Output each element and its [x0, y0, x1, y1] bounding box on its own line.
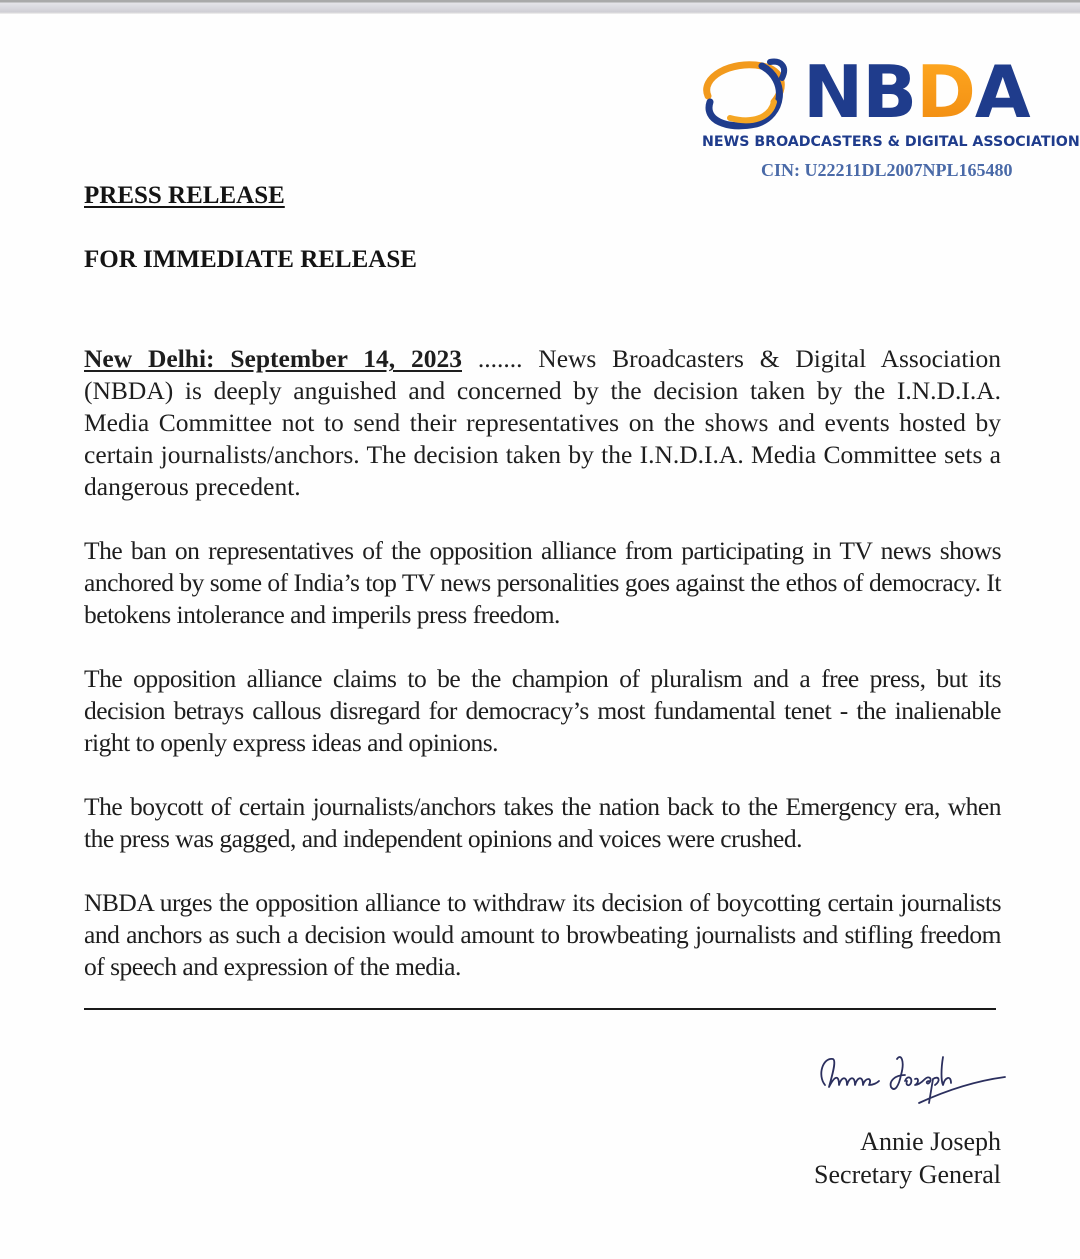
nbda-logo [700, 50, 1080, 188]
wordmark-nb: NB [803, 50, 917, 134]
paragraph-2: The ban on representatives of the opposition alliance from participating in TV news shows anchored by some of India’s top TV news personalities goes against the ethos of democracy. It betokens intolerance and imperils press freedom. [84, 536, 1001, 629]
logo-subtitle: NEWS BROADCASTERS & DIGITAL ASSOCIATION [702, 134, 1080, 150]
viewer-top-bar [0, 0, 1080, 14]
paragraph-5: NBDA urges the opposition alliance to withdraw its decision of boycotting certain journalists and anchors as such a decision would amount to browbeating journalists and stifling freedom of speech and expression of the media. [84, 888, 1001, 981]
paragraph-4: The boycott of certain journalists/anchors takes the nation back to the Emergency era, when the press was gagged, and independent opinions and voices were crushed. [84, 792, 1001, 853]
paragraph-1 [84, 343, 1001, 503]
paragraph-1-text: ....... News Broadcasters & Digital Association (NBDA) is deeply anguished and concerned by the decision taken by the I.N.D.I.A. Media Committee not to send their representatives on the shows and events hosted by certain journalists/anchors. The decision taken by the I.N.D.I.A. Media Committee sets a dangerous precedent. [84, 344, 1001, 501]
document-subtitle: FOR IMMEDIATE RELEASE [84, 246, 417, 273]
logo-wordmark [803, 52, 1030, 132]
cin-number: CIN: U22211DL2007NPL165480 [761, 160, 1013, 180]
wordmark-a: A [974, 50, 1030, 134]
orbit-logo-icon [700, 58, 790, 130]
dateline: New Delhi: September 14, 2023 [84, 344, 462, 373]
handwritten-signature-icon [815, 1045, 1010, 1110]
paragraph-3: The opposition alliance claims to be the champion of pluralism and a free press, but its decision betrays callous disregard for democracy’s most fundamental tenet - the inalienable right to openly express ideas and opinions. [84, 664, 1001, 757]
signatory-title: Secretary General [814, 1160, 1001, 1189]
horizontal-rule [84, 1008, 996, 1010]
document-title: PRESS RELEASE [84, 182, 285, 209]
wordmark-d: D [916, 50, 975, 134]
signatory-name: Annie Joseph [860, 1127, 1001, 1156]
